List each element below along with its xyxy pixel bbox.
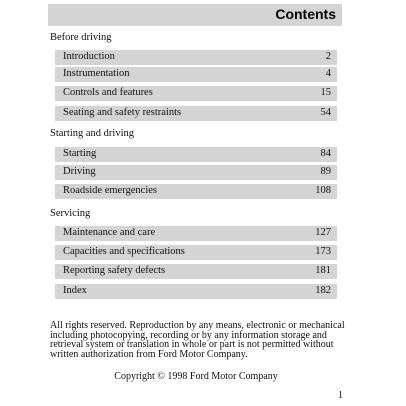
toc-item-controls-and-features[interactable] xyxy=(55,86,337,101)
toc-item-roadside-emergencies[interactable] xyxy=(55,184,337,199)
toc-item-label: Seating and safety restraints xyxy=(63,107,182,118)
toc-item-capacities-and-specifications[interactable] xyxy=(55,245,337,260)
toc-item-label: Index xyxy=(63,285,87,296)
toc-item-page: 4 xyxy=(325,68,331,79)
toc-item-starting[interactable] xyxy=(55,147,337,162)
toc-item-page: 54 xyxy=(320,107,331,118)
section-heading-starting-and-driving: Starting and driving xyxy=(50,128,134,139)
toc-item-page: 89 xyxy=(320,166,331,177)
rights-notice: All rights reserved. Reproduction by any means, electronic or mechanical including photocopying, recording or by any information storage and retrieval system or translation in whole or part is not permitted without written authorization from Ford Motor Company. xyxy=(50,320,345,360)
toc-item-label: Maintenance and care xyxy=(63,227,156,238)
toc-item-index[interactable] xyxy=(55,284,337,299)
toc-item-page: 2 xyxy=(325,51,331,62)
toc-item-label: Driving xyxy=(63,166,96,177)
page-title: Contents xyxy=(275,6,336,22)
toc-item-page: 173 xyxy=(315,246,331,257)
toc-item-page: 182 xyxy=(315,285,331,296)
section-heading-before-driving: Before driving xyxy=(50,32,112,43)
toc-item-reporting-safety-defects[interactable] xyxy=(55,264,337,279)
toc-item-introduction[interactable] xyxy=(55,50,337,65)
toc-item-label: Starting xyxy=(63,148,97,159)
page-number: 1 xyxy=(338,390,343,401)
copyright-line: Copyright © 1998 Ford Motor Company xyxy=(114,371,278,382)
toc-item-seating-and-safety-restraints[interactable] xyxy=(55,106,337,121)
toc-item-instrumentation[interactable] xyxy=(55,67,337,82)
contents-header-bar xyxy=(48,4,342,26)
toc-item-label: Reporting safety defects xyxy=(63,265,166,276)
toc-item-label: Instrumentation xyxy=(63,68,130,79)
toc-item-driving[interactable] xyxy=(55,165,337,180)
toc-item-label: Introduction xyxy=(63,51,115,62)
toc-item-label: Capacities and specifications xyxy=(63,246,185,257)
toc-item-page: 127 xyxy=(315,227,331,238)
toc-item-page: 84 xyxy=(320,148,331,159)
toc-item-label: Roadside emergencies xyxy=(63,185,157,196)
toc-item-label: Controls and features xyxy=(63,87,153,98)
toc-item-page: 181 xyxy=(315,265,331,276)
toc-item-page: 108 xyxy=(315,185,331,196)
toc-item-page: 15 xyxy=(320,87,331,98)
section-heading-servicing: Servicing xyxy=(50,208,91,219)
toc-item-maintenance-and-care[interactable] xyxy=(55,226,337,241)
